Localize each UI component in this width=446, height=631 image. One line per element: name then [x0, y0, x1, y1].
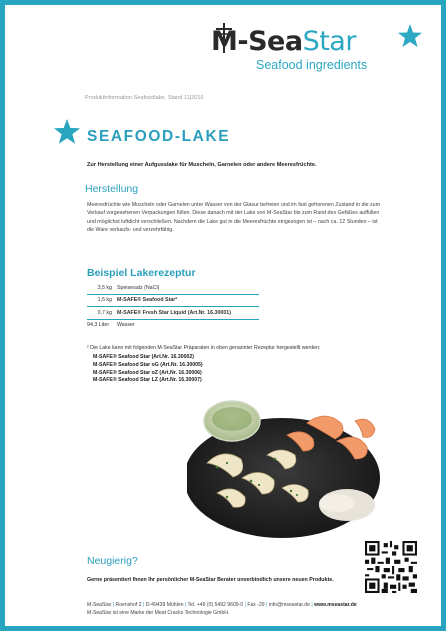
footnote: ² Die Lake kann mit folgenden M-SeaStar Präparaten in oben genannter Rezeptur hergestellt werden: — [87, 345, 321, 351]
brand-logo — [209, 23, 419, 79]
recipe-row — [87, 282, 259, 295]
intro-text: Zur Herstellung einer Aufgusslake für Muscheln, Garnelen oder andere Meeresfrüchte. — [87, 162, 317, 168]
footer — [87, 601, 357, 617]
footer-brand-line: M-SeaStar ist eine Marke der Meat Cracks Technologie GmbH. — [87, 610, 230, 617]
shrimp-plate-image — [187, 393, 407, 543]
footer-website-link[interactable]: www.mseastar.de — [314, 602, 357, 608]
paragraph-line: und möglichst luftdicht verschließen. Nachdem die Lake gut in die Meeresfrüchte eingezogen ist – nach ca. 12 Stunden – ist — [87, 218, 378, 225]
paragraph-line: die Ware verkaufs- und verzehrfähig. — [87, 227, 174, 234]
recipe-item: Wasser — [117, 322, 135, 329]
recipe-table — [87, 282, 259, 331]
footer-address-city: D-49439 Mühlen — [145, 602, 184, 608]
footer-contact-line: M-SeaStar | Roenshof 2 | D-49439 Mühlen | Tel. +49 (0) 5492 9609-0 | Fax -29 | info@mseastar.de | www.mseastar.de — [87, 602, 357, 608]
footer-address-street: Roenshof 2 — [115, 602, 142, 608]
product-list — [93, 354, 203, 385]
product-info-line: Produktinformation Seafoodlake, Stand 11|2016 — [85, 95, 204, 101]
logo-wordmark: M-SeaStar — [211, 26, 356, 57]
recipe-row — [87, 295, 259, 308]
logo-tagline: Seafood ingredients — [256, 58, 368, 72]
herstellung-paragraph — [87, 201, 392, 235]
recipe-qty: 94,3 Liter — [87, 322, 110, 329]
product-item: M-SAFE® Seafood Star (Art.Nr. 16.30002) — [93, 354, 194, 360]
cta-text: Gerne präsentiert Ihnen Ihr persönlicher M-SeaStar Berater unverbindlich unsere neuen Produkte. — [87, 577, 334, 583]
product-item: M-SAFE® Seafood Star oG (Art.Nr. 16.30005) — [93, 361, 203, 368]
footer-fax: Fax -29 — [247, 602, 265, 608]
recipe-item: M-SAFE® Seafood Star² — [117, 297, 178, 304]
paragraph-line: Verkauf vorgesehenen Verpackungen füllen. Diese danach mit der Lake von M-SeaStar bis zum Rand des Gefäßes auffüllen — [87, 210, 380, 217]
recipe-qty: 1,5 kg — [97, 297, 112, 304]
footer-company: M-SeaStar — [87, 602, 112, 608]
footer-email-link[interactable]: info@mseastar.de — [268, 602, 310, 608]
product-item: M-SAFE® Seafood Star oZ (Art.Nr. 16.30006) — [93, 369, 202, 376]
neugierig-heading: Neugierig? — [87, 555, 138, 567]
star-icon — [397, 23, 423, 49]
qr-code-icon[interactable] — [365, 541, 417, 593]
title-star-icon — [53, 118, 81, 145]
footer-phone: Tel. +49 (0) 5492 9609-0 — [187, 602, 244, 608]
recipe-heading: Beispiel Lakerezeptur — [87, 267, 196, 279]
herstellung-heading: Herstellung — [85, 183, 139, 195]
recipe-item: Speisesalz (NaCl) — [117, 284, 160, 291]
recipe-qty: 3,5 kg — [97, 284, 112, 291]
paragraph-line: Meeresfrüchte wie Muscheln oder Garnelen unter Wasser von der Glasur befreien und im fast gefrorenen Zustand in die zum — [87, 202, 381, 208]
product-item: M-SAFE® Seafood Star LZ (Art.Nr. 16.30007) — [93, 377, 202, 384]
recipe-item: M-SAFE® Fresh Star Liquid (Art.Nr. 16.30001) — [117, 309, 231, 316]
page-title: SEAFOOD-LAKE — [87, 128, 231, 145]
recipe-row — [87, 320, 259, 332]
recipe-row — [87, 307, 259, 320]
recipe-qty: 0,7 kg — [97, 309, 112, 316]
